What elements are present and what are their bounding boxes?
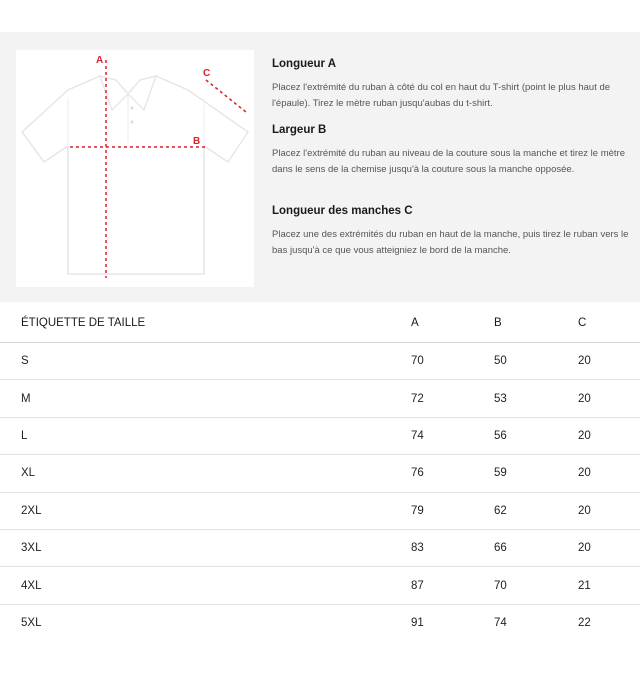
cell-a: 79 <box>411 504 424 517</box>
section-body: Placez une des extrémités du ruban en haut de la manche, puis tirez le ruban vers le bas jusqu'à ce que vous atteigniez le bord de la manche. <box>272 229 629 256</box>
table-row <box>0 380 640 417</box>
cell-size: XL <box>21 467 36 480</box>
cell-c: 20 <box>578 392 591 405</box>
cell-size: 2XL <box>21 504 42 517</box>
cell-c: 21 <box>578 579 591 592</box>
cell-a: 91 <box>411 616 424 629</box>
label-c: C <box>203 68 211 79</box>
section-sleeve-c <box>272 205 632 259</box>
cell-c: 20 <box>578 542 591 555</box>
cell-c: 22 <box>578 616 591 629</box>
section-title: Longueur des manches C <box>272 205 413 217</box>
section-body: Placez l'extrémité du ruban à côté du col en haut du T-shirt (point le plus haut de l'épaule). Tirez le mètre ruban jusqu'aubas du t-shirt. <box>272 82 611 109</box>
section-title: Longueur A <box>272 58 337 70</box>
cell-b: 70 <box>494 579 507 592</box>
cell-b: 56 <box>494 429 507 442</box>
table-row <box>0 343 640 380</box>
cell-size: L <box>21 429 28 442</box>
cell-size: S <box>21 355 29 368</box>
cell-c: 20 <box>578 429 591 442</box>
cell-c: 20 <box>578 467 591 480</box>
header-c: C <box>578 317 587 329</box>
label-b: B <box>193 136 201 147</box>
cell-a: 83 <box>411 542 424 555</box>
header-a: A <box>411 317 419 329</box>
section-title: Largeur B <box>272 124 327 136</box>
table-row <box>0 530 640 567</box>
table-row <box>0 493 640 530</box>
cell-size: 5XL <box>21 616 42 629</box>
cell-b: 62 <box>494 504 507 517</box>
section-length-a <box>272 58 632 112</box>
label-a: A <box>96 55 104 66</box>
header-b: B <box>494 317 502 329</box>
table-header-row <box>0 304 640 343</box>
section-width-b <box>272 124 632 178</box>
header-size-label: ÉTIQUETTE DE TAILLE <box>21 317 146 329</box>
cell-a: 74 <box>411 429 424 442</box>
cell-a: 72 <box>411 392 424 405</box>
cell-b: 53 <box>494 392 507 405</box>
cell-a: 87 <box>411 579 424 592</box>
table-row <box>0 605 640 641</box>
polo-shirt-icon <box>16 50 254 287</box>
cell-a: 76 <box>411 467 424 480</box>
size-chart-table <box>0 304 640 641</box>
cell-c: 20 <box>578 504 591 517</box>
section-body: Placez l'extrémité du ruban au niveau de la couture sous la manche et tirez le mètre dans le sens de la chemise jusqu'à la couture sous la manche opposée. <box>272 148 625 175</box>
cell-c: 20 <box>578 355 591 368</box>
table-row <box>0 418 640 455</box>
cell-a: 70 <box>411 355 424 368</box>
table-row <box>0 567 640 604</box>
cell-size: M <box>21 392 31 405</box>
cell-b: 66 <box>494 542 507 555</box>
cell-b: 59 <box>494 467 507 480</box>
cell-size: 4XL <box>21 579 42 592</box>
shirt-measurement-diagram <box>16 50 254 287</box>
cell-size: 3XL <box>21 542 42 555</box>
table-row <box>0 455 640 492</box>
cell-b: 50 <box>494 355 507 368</box>
cell-b: 74 <box>494 616 507 629</box>
